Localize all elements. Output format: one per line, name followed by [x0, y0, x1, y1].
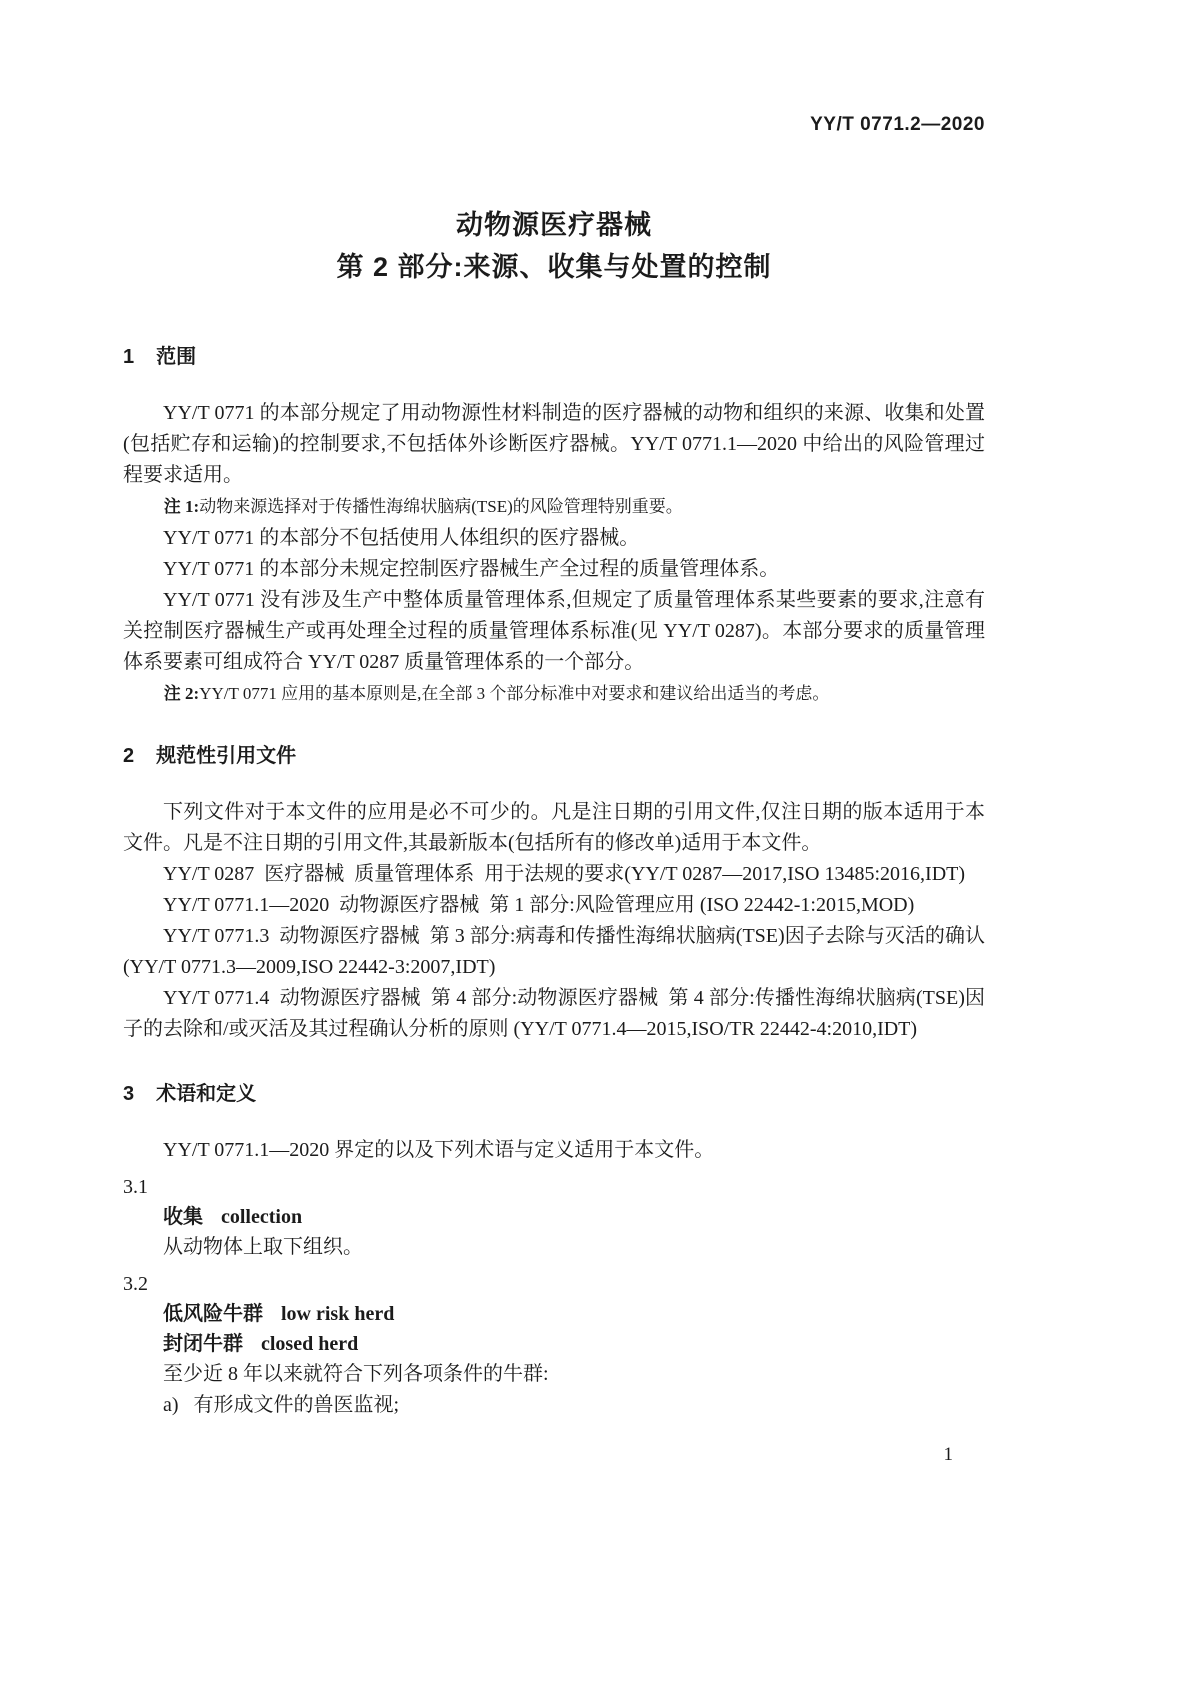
note1-label: 注 1: — [163, 497, 200, 516]
section1-note-1 — [123, 494, 985, 520]
standard-number: YY/T 0771.2—2020 — [810, 114, 985, 135]
document-title — [123, 204, 985, 288]
term-3-2-name-b-zh: 封闭牛群 — [163, 1333, 243, 1355]
note1-text: 动物来源选择对于传播性海绵状脑病(TSE)的风险管理特别重要。 — [199, 497, 683, 516]
term-3-2-number: 3.2 — [123, 1273, 148, 1295]
section2-reference-2: YY/T 0771.1—2020 动物源医疗器械 第 1 部分:风险管理应用 (ISO 22442-1:2015,MOD) — [163, 894, 915, 916]
section3-paragraph-1: YY/T 0771.1—2020 界定的以及下列术语与定义适用于本文件。 — [163, 1139, 715, 1161]
section2-paragraph-1: 下列文件对于本文件的应用是必不可少的。凡是注日期的引用文件,仅注日期的版本适用于本文件。凡是不注日期的引用文件,其最新版本(包括所有的修改单)适用于本文件。 — [123, 801, 985, 854]
term-3-2-name-b-en: closed herd — [261, 1333, 359, 1355]
term-3-1-name — [123, 1202, 985, 1232]
term-3-2-name-a-en: low risk herd — [281, 1303, 395, 1325]
term-3-1-name-zh: 收集 — [163, 1206, 203, 1228]
term-3-1-name-en: collection — [221, 1206, 303, 1228]
section1-heading — [123, 342, 985, 372]
section2-number: 2 — [123, 745, 135, 767]
term-3-2-name-a — [123, 1299, 985, 1329]
section3-title: 术语和定义 — [156, 1083, 257, 1105]
section2-title: 规范性引用文件 — [156, 745, 297, 767]
term-3-2-item-a: a) 有形成文件的兽医监视; — [163, 1394, 400, 1416]
term-3-1-number: 3.1 — [123, 1176, 148, 1198]
section1-number: 1 — [123, 346, 135, 368]
note2-text: YY/T 0771 应用的基本原则是,在全部 3 个部分标准中对要求和建议给出适当的考虑。 — [199, 684, 830, 703]
section3-heading — [123, 1079, 985, 1109]
term-3-2-definition: 至少近 8 年以来就符合下列各项条件的牛群: — [163, 1363, 549, 1385]
section2-reference-1: YY/T 0287 医疗器械 质量管理体系 用于法规的要求(YY/T 0287—2017,ISO 13485:2016,IDT) — [163, 863, 966, 885]
section1-paragraph-2: YY/T 0771 的本部分不包括使用人体组织的医疗器械。 — [163, 527, 640, 549]
term-3-2-name-a-zh: 低风险牛群 — [163, 1303, 263, 1325]
section1-note-2 — [123, 681, 985, 707]
document-title-line2: 第 2 部分:来源、收集与处置的控制 — [336, 252, 772, 282]
term-3-2-name-b — [123, 1329, 985, 1359]
section1-paragraph-1: YY/T 0771 的本部分规定了用动物源性材料制造的医疗器械的动物和组织的来源、收集和处置(包括贮存和运输)的控制要求,不包括体外诊断医疗器械。YY/T 0771.1—2020 中给出的风险管理过程要求适用。 — [123, 402, 985, 486]
section1-title: 范围 — [156, 346, 197, 368]
section2-heading — [123, 741, 985, 771]
term-3-1-definition: 从动物体上取下组织。 — [163, 1236, 363, 1258]
document-title-line1: 动物源医疗器械 — [456, 210, 652, 240]
section3-number: 3 — [123, 1083, 135, 1105]
page-number: 1 — [943, 1444, 953, 1465]
section1-paragraph-3: YY/T 0771 的本部分未规定控制医疗器械生产全过程的质量管理体系。 — [163, 558, 780, 580]
section1-paragraph-4: YY/T 0771 没有涉及生产中整体质量管理体系,但规定了质量管理体系某些要素的要求,注意有关控制医疗器械生产或再处理全过程的质量管理体系标准(见 YY/T 0287)。本部分要求的质量管理体系要素可组成符合 YY/T 0287 质量管理体系的一个部分。 — [123, 589, 985, 673]
section2-reference-4: YY/T 0771.4 动物源医疗器械 第 4 部分:动物源医疗器械 第 4 部分:传播性海绵状脑病(TSE)因子的去除和/或灭活及其过程确认分析的原则 (YY/T 0771.4—2015,ISO/TR 22442-4:2010,IDT) — [123, 987, 985, 1040]
page-content — [123, 0, 985, 1421]
section2-reference-3: YY/T 0771.3 动物源医疗器械 第 3 部分:病毒和传播性海绵状脑病(TSE)因子去除与灭活的确认(YY/T 0771.3—2009,ISO 22442-3:2007,IDT) — [123, 925, 985, 978]
note2-label: 注 2: — [163, 684, 200, 703]
